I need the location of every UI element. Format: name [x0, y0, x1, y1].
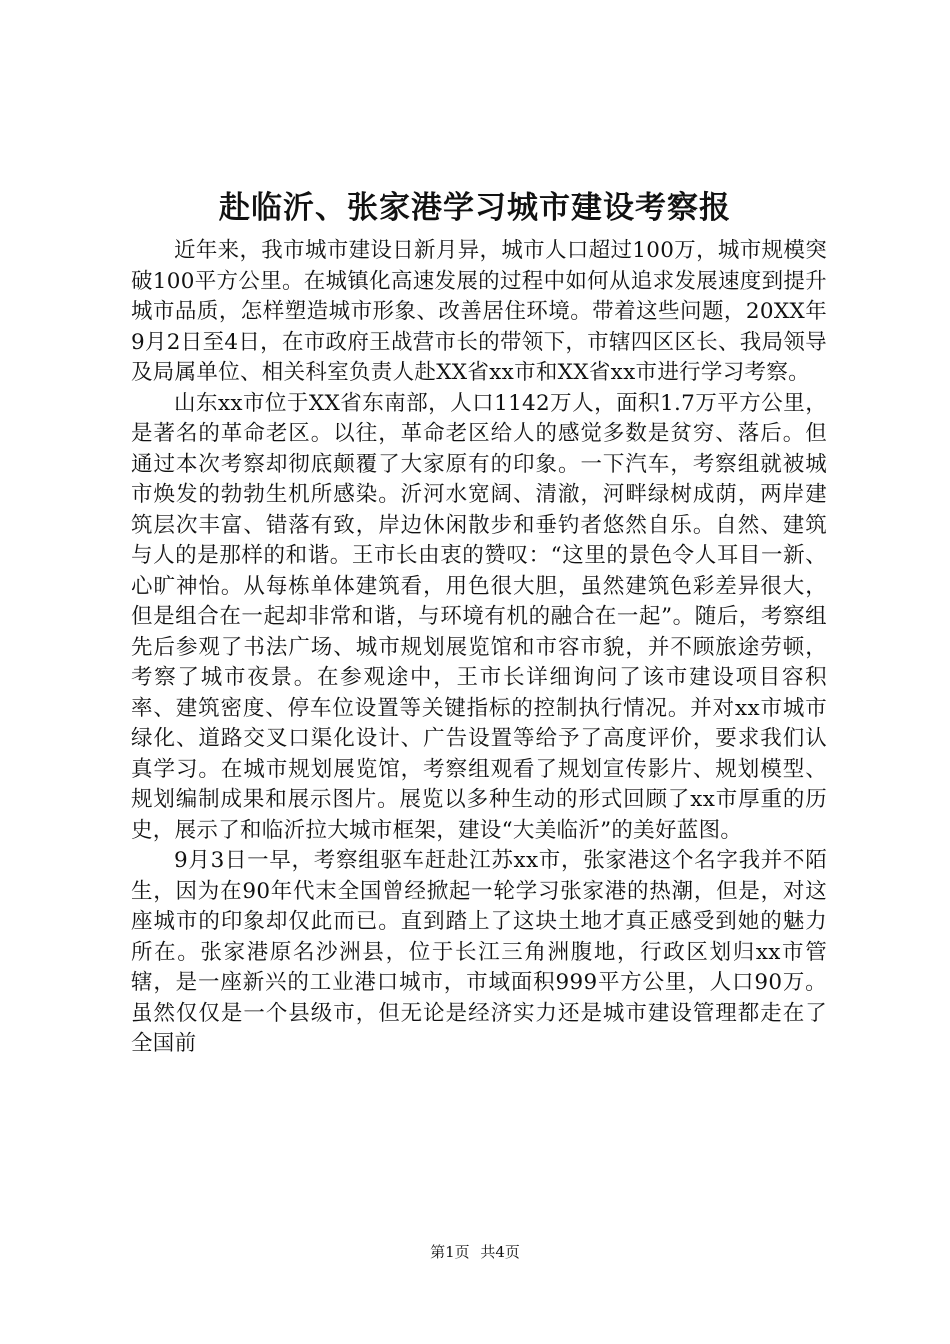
paragraph-intro: 近年来，我市城市建设日新月异，城市人口超过100万，城市规模突破100平方公里。在城镇化高速发展的过程中如何从追求发展速度到提升城市品质，怎样塑造城市形象、改善居住环境。带着这些问题，20XX年9月2日至4日，在市政府王战营市长的带领下，市辖四区区长、我局领导及局属单位、相关科室负责人赴XX省xx市和XX省xx市进行学习考察。 — [131, 238, 827, 385]
paragraph-zhangjiagang: 9月3日一早，考察组驱车赶赴江苏xx市，张家港这个名字我并不陌生，因为在90年代末全国曾经掀起一轮学习张家港的热潮，但是，对这座城市的印象却仅此而已。直到踏上了这块土地才真正感受到她的魅力所在。张家港原名沙洲县，位于长江三角洲腹地，行政区划归xx市管辖，是一座新兴的工业港口城市，市域面积999平方公里，人口90万。虽然仅仅是一个县级市，但无论是经济实力还是城市建设管理都走在了全国前 — [131, 848, 827, 1056]
paragraph-linyi: 山东xx市位于XX省东南部，人口1142万人，面积1.7万平方公里，是著名的革命老区。以往，革命老区给人的感觉多数是贫穷、落后。但通过本次考察却彻底颠覆了大家原有的印象。一下汽车，考察组就被城市焕发的勃勃生机所感染。沂河水宽阔、清澈，河畔绿树成荫，两岸建筑层次丰富、错落有致，岸边休闲散步和垂钓者悠然自乐。自然、建筑与人的是那样的和谐。王市长由衷的赞叹：“这里的景色令人耳目一新、心旷神怡。从每栋单体建筑看，用色很大胆，虽然建筑色彩差异很大，但是组合在一起却非常和谐，与环境有机的融合在一起”。随后，考察组先后参观了书法广场、城市规划展览馆和市容市貌，并不顾旅途劳顿，考察了城市夜景。在参观途中，王市长详细询问了该市建设项目容积率、建筑密度、停车位设置等关键指标的控制执行情况。并对xx市城市绿化、道路交叉口渠化设计、广告设置等给予了高度评价，要求我们认真学习。在城市规划展览馆，考察组观看了规划宣传影片、规划模型、规划编制成果和展示图片。展览以多种生动的形式回顾了xx市厚重的历史，展示了和临沂拉大城市框架，建设“大美临沂”的美好蓝图。 — [131, 390, 827, 843]
document-title: 赴临沂、张家港学习城市建设考察报 — [219, 190, 731, 226]
page-total: 共4页 — [480, 1243, 520, 1261]
page-number: 第1页 — [430, 1243, 470, 1261]
page-footer — [0, 1242, 950, 1262]
document-body — [131, 236, 827, 1060]
